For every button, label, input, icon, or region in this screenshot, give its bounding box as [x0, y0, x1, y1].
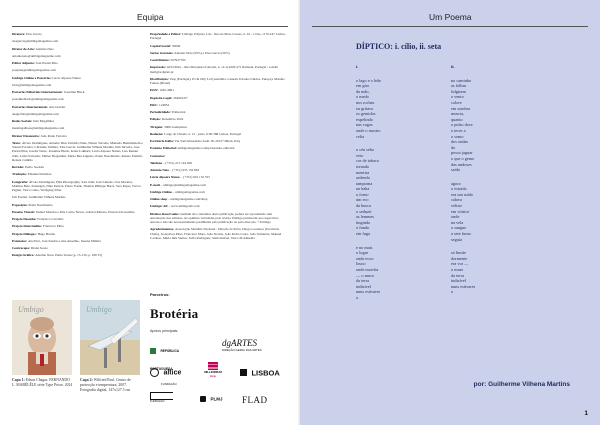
poem-line: o sangue [451, 225, 467, 231]
masthead-entry-label: Umbigo Online e Parcerias: [12, 75, 52, 80]
poem-line: muscia, [451, 111, 465, 117]
publication-info-entry-text: Trimestral [170, 110, 186, 114]
masthead-entry-label: Editor Adjunto: [12, 61, 35, 65]
masthead-entry-text: Paula Nascimento [27, 202, 53, 207]
republica-portuguesa-text: REPÚBLICA PORTUGUESA [150, 348, 179, 371]
masthead-entry-label: Diretor Financeiro: [12, 133, 40, 138]
publication-info-entry [150, 58, 288, 62]
millennium-logo [200, 362, 226, 378]
publication-info-entry-text: – umbigomagazine.com/shop [167, 197, 208, 201]
poem-line: agora [451, 180, 461, 186]
publication-info-entry-label: Impressão: [150, 65, 166, 70]
poem-line: o pulso doce [451, 122, 473, 128]
publication-info-entry-text: Associação Muralha Nacional - Direção de Parto, Diogo Lourenço (Escritório Chefe), Gonçalves Pires, Francisco Mota, João Norton, João Pedro Costa, João Sarmento, Manuel Cardoso, Maria Inês Santos, Sofia Rodrigues, Sónia Rafael, Vasco M Almeida [150, 227, 282, 240]
masthead-entry-text: anagrebler@umbigomagazine.com [12, 111, 59, 116]
masthead-entry [12, 232, 144, 236]
publication-info-entry [150, 161, 288, 165]
masthead-entry [12, 39, 144, 43]
supports-label: Apoios principais: [150, 329, 179, 333]
poem-line: posso jaguar [451, 150, 473, 156]
masthead-entry-text: Ana Grebler [48, 104, 66, 109]
publication-info-entry-text: – (+351) 910 132 555 [179, 175, 210, 180]
publication-info-entry [150, 168, 288, 172]
poem-line: dos ondas [451, 139, 469, 145]
flag-icon [150, 348, 156, 354]
poem-stanza [356, 78, 426, 140]
poem-line: onde ecoo [356, 255, 374, 261]
poem-stanza [451, 181, 521, 243]
poem-line: indizível [356, 283, 372, 289]
poem-line: ardendo [356, 175, 370, 181]
flad-logo [242, 390, 268, 408]
publication-info-entry [150, 44, 288, 48]
poem-line: no caminho [451, 77, 472, 83]
poem-line: em giro [356, 83, 370, 89]
poem-part-number: i. [356, 64, 359, 69]
cover-image-2 [80, 300, 140, 375]
publication-info-entry [150, 154, 288, 158]
poem-line: dormente [451, 255, 468, 261]
publication-info-entry-label: Escritório Itália: [150, 139, 174, 143]
publication-info-entry-label: Umbigo! All [150, 204, 168, 209]
publication-info-entry [150, 32, 288, 41]
poem-line: na vela [451, 219, 464, 225]
poem-author: por: Guilherme Vilhena Martins [473, 381, 570, 388]
millennium-text: MILLENNIUM [204, 370, 222, 374]
cover-2-caption-text: Wilfried Paul. Centro de protecção e temperatura, 2007. Fotografia digital, 147x127.5 cm [80, 378, 131, 392]
publication-info-entry-label: Periodicidade: [150, 110, 171, 114]
masthead-entry-text: Inês Magalhães [32, 119, 55, 123]
masthead-entry-text: Elsa Garcia [25, 32, 42, 36]
masthead-entry [12, 83, 144, 87]
poem-part-number: ii. [451, 64, 455, 69]
plmj-text: PLMJ [210, 396, 223, 402]
publication-info-entry-label: Telefone [150, 160, 162, 165]
masthead-entry-text: Pedro Soeiran [24, 165, 44, 169]
poem-line: louco [356, 261, 366, 267]
publication-info-entry [150, 117, 288, 121]
masthead-entry [12, 68, 144, 72]
dgartes-text: dgARTES [222, 338, 257, 348]
poem-line: nos rochas [356, 99, 375, 105]
masthead-entry-text: João Paulo Ferreira [39, 133, 67, 138]
poem-line: nuns estivares [356, 289, 381, 295]
masthead-entry-text: António Neto [34, 46, 54, 51]
publication-info-entry-label: Redação: [150, 131, 164, 136]
masthead-entry [12, 126, 144, 130]
publication-info-entry-label: Edição: [150, 117, 161, 122]
masthead-entry [12, 90, 144, 94]
poem-stanza [451, 78, 521, 173]
publication-info-entry [150, 110, 288, 114]
masthead-entry [12, 195, 144, 199]
page-header-um-poema: Um Poema [429, 12, 472, 22]
fundacao-cg-text: FUNDAÇÃO [150, 400, 165, 403]
millennium-subtext: bcp [210, 374, 216, 378]
masthead-entry-text: Lúcia Alpoere Nunes [51, 75, 81, 80]
poem-line: cor de tabaco [356, 158, 379, 164]
publication-info-entry [150, 96, 288, 100]
cover-1-mark: Umbigo [18, 305, 44, 314]
cover-1-caption-text: Edson Chagas. FERNANDO L. MABÉLÊLE série Type Proxe, 2014 [12, 378, 73, 387]
poem-line: mentira [356, 169, 370, 175]
masthead-entry-text: Emanuel Ramires [26, 172, 52, 177]
cover-2-illustration [80, 300, 140, 375]
poem-line: e no mais [356, 244, 373, 250]
publication-info-entry-text: ACD Print – Rua Marquesa d'Alorna, n. 12-A 2620-271 Ramada, Portugal / e-mail: mail@acdprint.pt [150, 65, 279, 74]
publication-info-entry-text: 3000 exemplares [163, 124, 187, 129]
publication-info-entry-label: Tiragem: [150, 124, 164, 129]
poem-line: velino [451, 203, 462, 209]
publication-info-entry-label: Distribuição: [150, 76, 169, 81]
altice-text: altice [163, 369, 182, 377]
masthead-entry-text: Francisco Pinto [42, 224, 64, 229]
poem-line: nuns estivares [451, 283, 476, 289]
masthead-entry [12, 239, 144, 243]
right-page [300, 0, 600, 425]
publication-info-entry [150, 175, 288, 179]
publication-info-entry [150, 183, 288, 187]
publication-info-entry-text: 1645-4901 [158, 88, 174, 93]
masthead-entry-label: Tradução: [12, 172, 27, 177]
publication-info-entry [150, 212, 288, 225]
masthead-entry-text: Álvaro Domingues, Antonio Dias Variable Nune, Hester Stevens, Manuela Hemmelstein e Valerie Ferreira, Christine Vallière, Elsa Garcia, Guilherme Vilhena Martins, Inês Silveira, José Pardal Pina, Joseita Verne, Josseline Black, Kalas Lakhard, Lúcia Alpoere Nunes, Lise Renaut Zahr, Luiza Salvador, Matteo Bergamini, Maria Beà Augusto, Paulo Nascimento, Renato Pottiim, Renata Camillo [12, 140, 143, 162]
plmj-logo [200, 390, 230, 408]
masthead-entry [12, 224, 144, 228]
masthead-entry-text: Josseline Black [63, 90, 85, 94]
poem-line: as lemmes [356, 214, 375, 220]
masthead-entry-text: josselineblack@umbigomagazine.com [12, 97, 64, 102]
lisboa-logo [240, 364, 280, 382]
cover-2-caption-label: Capa 2: [80, 378, 93, 382]
dgartes-logo [222, 338, 282, 352]
publication-info-entry-text: Umbigo Edições, Lda · Rua de Mato Grosso, n. 42 - 1 Dto, 1170-247 Lisboa, Portugal [150, 32, 286, 41]
publication-info-entry [150, 77, 288, 86]
poem-line: as folhas [451, 83, 467, 89]
publication-info-entry-text: 124854 [158, 102, 170, 107]
poem-line: seguia [451, 236, 462, 242]
publication-info-entry [150, 125, 288, 129]
poem-stanza [356, 147, 426, 237]
publication-info-entry-label: Lúcia Alpoere Nunes [150, 175, 180, 180]
publication-info-entry [150, 146, 288, 150]
publication-info-entry-label: ERC: [150, 102, 159, 107]
page-header-equipa: Equipa [137, 12, 164, 22]
poem-title: DÍPTICO: i. cílio, ii. seta [356, 42, 442, 51]
poem-line: onde [451, 214, 460, 220]
poem-line: o céu sebo [356, 147, 375, 153]
poem-line: indizível [451, 278, 467, 284]
publication-info-entry-text: Largo do Chiado, n. 15 - patio 1100-388 Lisboa, Portugal [163, 131, 242, 136]
publication-info-entry [150, 197, 288, 201]
masthead-entry [12, 32, 144, 36]
masthead-entry-text: lucia@umbigomagazine.com [12, 82, 52, 87]
poem-line: tornado [356, 163, 370, 169]
masthead-entry [12, 61, 144, 65]
masthead-entry-text: Um Poema: Guilherme Vilhena Martins [12, 195, 66, 200]
masthead-entry-label: Contracapa: [12, 246, 31, 250]
publication-info-entry-text: Dezembro 2024 [160, 117, 184, 122]
masthead-entry [12, 105, 144, 109]
masthead-entry [12, 141, 144, 162]
publication-info-entry-text: 264901/07 [172, 95, 188, 100]
publication-info-entry-label: Propriedade e Editor: [150, 32, 182, 36]
masthead-entry-label: Revisão: [12, 165, 25, 169]
masthead-entry-label: Design Gráfico: [12, 253, 35, 258]
poem-line: só limite [451, 250, 466, 256]
masthead-entry-text: inesmagalhaes@umbigomagazine.com [12, 126, 65, 131]
poem-line: a [356, 294, 358, 300]
poem-line: o tecer a [451, 127, 466, 133]
publication-info-entry-text: umbigomagazine.com/pt/estatuto-editorial [176, 146, 235, 151]
poem-line: da terra [451, 272, 464, 278]
cover-1-caption-label: Capa 1: [12, 378, 25, 382]
masthead-entry [12, 112, 144, 116]
poem-line: das undoses [451, 161, 472, 167]
poem-line: o somo [451, 133, 464, 139]
cover-1-illustration [12, 300, 72, 375]
masthead-entry-label: Extensões: [12, 238, 28, 243]
publication-info-entry-label: Contactos: [150, 153, 166, 158]
masthead-entry [12, 134, 144, 138]
poem-line: quanto [451, 116, 463, 122]
publication-info-entry-text: – www.umbigolab.com [167, 204, 200, 209]
poem-line: a sete fumo [451, 231, 471, 237]
masthead-entry-text: António Neto, Paulo Souza (p. 15-134; p. 180 35) [34, 253, 103, 258]
masthead-entry-label: Diretora: [12, 32, 26, 36]
publication-info-entry [150, 103, 288, 107]
masthead-entry [12, 210, 144, 214]
masthead-entry-label: Exposição: [12, 202, 28, 207]
publication-info-entry [150, 88, 288, 92]
masthead-entry-label: Redes Sociais: [12, 119, 33, 123]
publication-info-entry-label: Online shop [150, 197, 168, 201]
publication-info-entry-text: nenhum dos conteúdos desta publicação poderá ser reproduzido sem autorização dos editores. As opiniões veiculadas pela revista Umbigo pertencem aos respectivos autores e não são necessariamente partilhadas pela publicação ou pela direcção. ©Umbigo [150, 211, 279, 224]
lisboa-text: LISBOA [251, 368, 280, 378]
poem-line: calava [451, 197, 462, 203]
poem-line: onde o mostro [356, 127, 381, 133]
altice-logo [150, 364, 181, 386]
publication-info-entry [150, 227, 288, 240]
poem-line: o que o gemo [451, 155, 475, 161]
poem-line: nas vagas [356, 122, 373, 128]
poem-stanza [451, 250, 521, 295]
masthead-entry-text: Francisco Carvalho [36, 217, 64, 221]
masthead-entry-label: Projeto Desenho: [12, 217, 37, 221]
poem-line: o forno [356, 191, 369, 197]
header-rule [12, 26, 288, 27]
publication-info-entry-label: Umbigo Online [150, 189, 172, 194]
publication-info-entry-text: – (+351) 935 134 862 [169, 168, 200, 172]
masthead-entry-label: Texto: [12, 140, 21, 145]
masthead-entry [12, 54, 144, 58]
publication-info-entry-label: Sócios Gerentes: [150, 50, 174, 55]
poem-line: colore [451, 99, 462, 105]
plmj-icon [200, 396, 206, 402]
fundacao-cg-icon [150, 392, 173, 400]
poem-line: o lugar [356, 250, 369, 256]
masthead-entry-label: Diretor de Arte: [12, 46, 35, 51]
masthead-entry-text: Álvaro Domingues, HIA Photography, Sara Zahr, José Limede, Lise Morales, Mathias Batz, Zenengen, Niko Patrick, Pierre Frank, Thomas Philippe Barra, Sara Rojas, Trevor Paglen, Vasco Célio, Wolfgang Stiler [12, 179, 141, 192]
publication-info-entry [150, 65, 288, 74]
publication-info-entry [150, 132, 288, 136]
publication-info-entry-text: – (+351) 213 144 609 [161, 160, 192, 165]
poem-line: onde morcha [356, 267, 379, 272]
masthead-entry [12, 97, 144, 101]
poem-line: veio [356, 152, 364, 158]
masthead-column-2 [150, 32, 288, 243]
lisboa-icon [240, 369, 247, 376]
masthead-entry-label: Ensaios Visuais: [12, 209, 36, 214]
masthead-entry [12, 203, 144, 207]
masthead-entry-text: José Pardal Pina [34, 61, 58, 65]
poem-line: em fuga [356, 231, 370, 237]
masthead-entry [12, 180, 144, 193]
publication-info-entry-label: ISSN: [150, 88, 159, 93]
masthead-entry-label: Fotografia: [12, 179, 29, 184]
poem-line: tingindo [356, 219, 371, 225]
masthead-entry-label: Projeto Intercâmbio: [12, 224, 43, 229]
poem-stanza [356, 245, 426, 301]
poem-line: em vórtice [451, 208, 470, 214]
poem-line: o muro [451, 267, 464, 272]
publication-info-entry-label: Contribuinte: [150, 58, 170, 62]
poem-line: eu gritava [356, 105, 374, 111]
publication-info-entry-label: Depósito Legal: [150, 95, 173, 100]
masthead-entry-text: Ana Eiró, José Sendas e Ana Anselmo, Susana Mülder [27, 238, 101, 243]
masthead-entry-label: Projeto Diálogos: [12, 231, 37, 236]
poem-line: o lago e o leão [356, 77, 382, 83]
cover-image-1 [12, 300, 72, 375]
poem-line: fulgiram [451, 88, 466, 94]
poem-column-ii [451, 64, 521, 303]
publication-info-entry-text: Vasp (Portugal). Ex & Olly Ltd (Austrália, Canadá, Estados Unidos, Europa). Martins Fontes (Brasil) [150, 76, 285, 85]
masthead-entry [12, 47, 144, 51]
partners-label: Parceiros: [150, 292, 170, 297]
poem-line: da mão, [356, 88, 370, 94]
flad-text: FLAD [242, 395, 268, 405]
poem-line: o vento [451, 94, 464, 100]
millennium-icon [208, 362, 218, 370]
publication-info-entry-text: 5000€ [171, 43, 181, 48]
masthead-entry-text: Daniel Moreira e Rita Castro Neves, Gabriel Ribeiro, Ernesto Dovestelho [35, 209, 135, 214]
publication-info-entry-text: António Neto (50%) e Elsa Garcia (50%) [173, 50, 230, 55]
publication-info-entry-label: Direitos Reservados: [150, 211, 180, 216]
masthead-entry [12, 246, 144, 250]
poem-line: da terra [356, 278, 369, 284]
poem-line: a [451, 289, 453, 295]
publication-info-entry-text: 507927702 [169, 58, 186, 62]
publication-info-entry [150, 204, 288, 208]
masthead-column-1 [12, 32, 144, 261]
masthead-entry [12, 165, 144, 169]
poem-line: na baba [356, 186, 370, 192]
poem-line: o estrado [451, 186, 467, 192]
poem-line: o fundo [356, 225, 370, 231]
masthead-entry-text: elsagarcia@umbigomagazine.com [12, 39, 59, 44]
masthead-entry [12, 172, 144, 176]
dgartes-subtext: DIREÇÃO-GERAL DAS ARTES [222, 348, 262, 352]
masthead-entry [12, 253, 144, 257]
poem-line: o medo [356, 94, 369, 100]
publication-info-entry-label: Estatuto Editorial: [150, 146, 177, 151]
poem-column-i [356, 64, 426, 309]
publication-info-entry-text: – umbigo@umbigomagazine.com [159, 182, 206, 187]
masthead-entry-text: Hugo Brasão [36, 231, 56, 236]
poem-line: da busca [356, 203, 371, 209]
poem-line: do [451, 144, 456, 150]
poem-line: um eco [356, 197, 369, 203]
masthead-entry-text: antonioneto@umbigomagazine.com [12, 53, 61, 58]
poem-line: o seduzir [356, 208, 372, 214]
fundacao-cg-logo [150, 392, 173, 403]
cover-2-mark: Umbigo [86, 305, 112, 314]
altice-icon [150, 368, 159, 377]
poem-line: os gemidos [356, 111, 376, 117]
page-number: 1 [584, 410, 588, 417]
poem-line: celta [356, 133, 365, 139]
publication-info-entry [150, 51, 288, 55]
masthead-entry [12, 76, 144, 80]
cover-1-caption [12, 378, 74, 388]
poem-line: era um ruído [451, 191, 473, 197]
publication-info-entry-label: E-mail [150, 182, 160, 187]
poem-line: saida [451, 167, 460, 173]
masthead-entry-text: josepina@umbigomagazine.com [12, 68, 56, 73]
publication-info-entry-label: Capital Social: [150, 43, 172, 48]
header-rule-right [312, 26, 588, 27]
covers-area [12, 300, 142, 375]
broteria-logo: Brotéria [150, 306, 199, 321]
cover-2-caption [80, 378, 142, 392]
poem-line: era vor — [451, 261, 469, 267]
masthead-entry-label: Parcerias Internacionais: [12, 104, 49, 109]
poem-line: em sombra [451, 105, 470, 111]
masthead-entry-label: Parcerias Editoriais Internacionais: [12, 90, 64, 94]
masthead-entry [12, 119, 144, 123]
publication-info-entry-text: – umbigomagazine.com [171, 189, 205, 194]
masthead-entry [12, 217, 144, 221]
publication-info-entry [150, 139, 288, 143]
poem-line: — o muco [356, 272, 375, 278]
poem-line: tamporna [356, 180, 373, 186]
publication-info-entry-label: António Neto [150, 168, 170, 172]
masthead-entry-text: Diana Sousa [30, 246, 48, 250]
publication-info-entry-text: Via Sant'Alessandro Sauli 18, 20127 Milan, Italy [173, 139, 241, 143]
publication-info-entry [150, 190, 288, 194]
publication-info-entry-label: Agradecimentos: [150, 227, 175, 232]
poem-line: expelindo [356, 116, 373, 122]
altice-subtext: FUNDAÇÃO [161, 382, 177, 386]
